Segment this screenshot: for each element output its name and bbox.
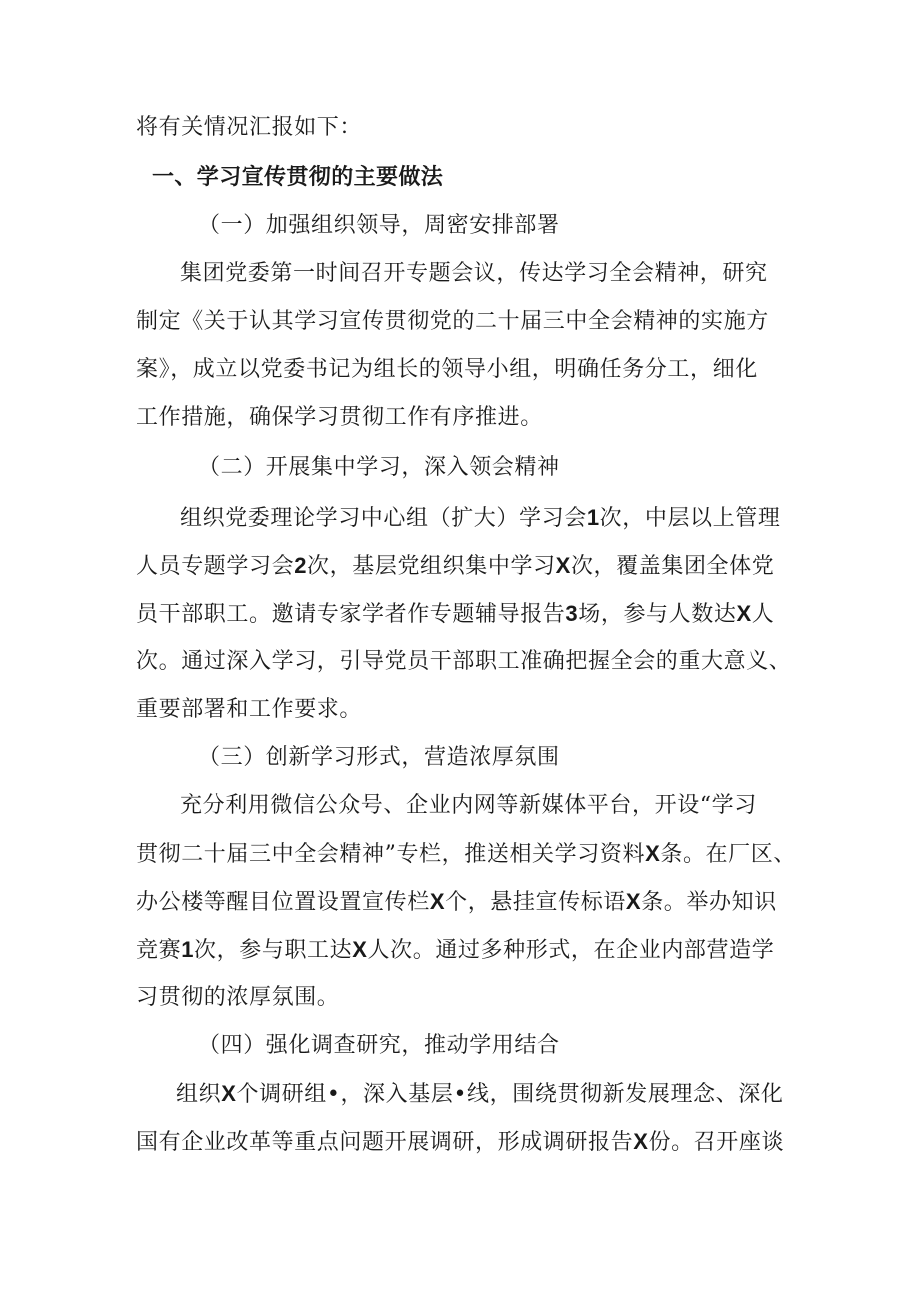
text-run: 个，悬挂宣传标语	[445, 890, 626, 915]
count-placeholder: X	[429, 889, 446, 914]
paragraph-line: 工作措施，确保学习贯彻工作有序推进。	[136, 405, 543, 430]
subsection-title-4: （四）强化调查研究，推动学用结合	[198, 1033, 560, 1058]
count-value: 1	[586, 505, 600, 530]
count-value: 1	[181, 937, 195, 962]
count-placeholder: X	[736, 601, 752, 626]
paragraph-line	[180, 494, 780, 542]
count-placeholder: X	[625, 889, 642, 914]
section-heading: 一、学习宣传贯彻的主要做法	[152, 165, 444, 190]
text-run: 人员专题学习会	[136, 554, 295, 579]
text-run: 国有企业改革等重点问题开展调研，形成调研报告	[136, 1130, 634, 1155]
text-run: 条。举办知识	[641, 890, 777, 915]
subsection-title-2: （二）开展集中学习，深入领会精神	[198, 455, 560, 480]
paragraph-line: 充分利用微信公众号、企业内网等新媒体平台，开设“学习	[180, 793, 757, 818]
count-value: 2	[294, 553, 308, 578]
text-run: 次，基层党组织集中学习	[307, 554, 556, 579]
count-placeholder: X	[555, 553, 571, 578]
paragraph-line: 次。通过深入学习，引导党员干部职工准确把握全会的重大意义、	[136, 649, 792, 674]
paragraph-line: 案》，成立以党委书记为组长的领导小组，明确任务分工，细化	[136, 357, 758, 382]
count-placeholder: X	[352, 937, 368, 962]
text-run: 人	[751, 602, 775, 627]
text-run: 组织党委理论学习中心组（扩大）学习会	[180, 506, 587, 531]
count-value: 3	[565, 601, 579, 626]
subsection-title-3: （三）创新学习形式，营造浓厚氛围	[198, 745, 560, 770]
paragraph-line: 制定《关于认其学习宣传贯彻党的二十届三中全会精神的实施方	[136, 309, 769, 334]
paragraph-line: 重要部署和工作要求。	[136, 697, 363, 722]
text-run: 贯彻二十届三中全会精神”专栏，推送相关学习资料	[136, 842, 646, 867]
paragraph-line	[136, 1118, 784, 1166]
text-run: 办公楼等醒目位置设置宣传栏	[136, 890, 430, 915]
text-run: 员干部职工。邀请专家学者作专题辅导报告	[136, 602, 566, 627]
text-run: 组织	[176, 1082, 222, 1107]
paragraph-line	[136, 542, 774, 590]
intro-line: 将有关情况汇报如下：	[136, 115, 363, 140]
text-run: 条。在厂区、	[660, 842, 796, 867]
text-run: 场，参与人数达	[578, 602, 737, 627]
text-run: 人次。通过多种形式，在企业内部营造学	[367, 938, 775, 963]
text-run: 次，中层以上管理	[599, 506, 781, 531]
paragraph-line: 集团党委第一时间召开专题会议，传达学习全会精神，研究	[180, 261, 768, 286]
paragraph-line	[136, 878, 777, 926]
count-placeholder: X	[633, 1129, 649, 1154]
paragraph-line	[136, 830, 796, 878]
count-placeholder: X	[221, 1081, 237, 1106]
text-run: 份。召开座谈	[648, 1130, 785, 1155]
text-run: 竞赛	[136, 938, 182, 963]
text-run: 个调研组•，深入基层•线，围绕贯彻新发展理念、深化	[236, 1082, 784, 1107]
text-run: 次，覆盖集团全体党	[570, 554, 775, 579]
paragraph-line	[136, 590, 774, 638]
count-placeholder: X	[645, 841, 661, 866]
text-run: 次，参与职工达	[194, 938, 353, 963]
paragraph-line: 习贯彻的浓厚氛围。	[136, 985, 340, 1010]
paragraph-line	[176, 1070, 783, 1118]
paragraph-line	[136, 926, 774, 974]
subsection-title-1: （一）加强组织领导，周密安排部署	[198, 213, 560, 238]
